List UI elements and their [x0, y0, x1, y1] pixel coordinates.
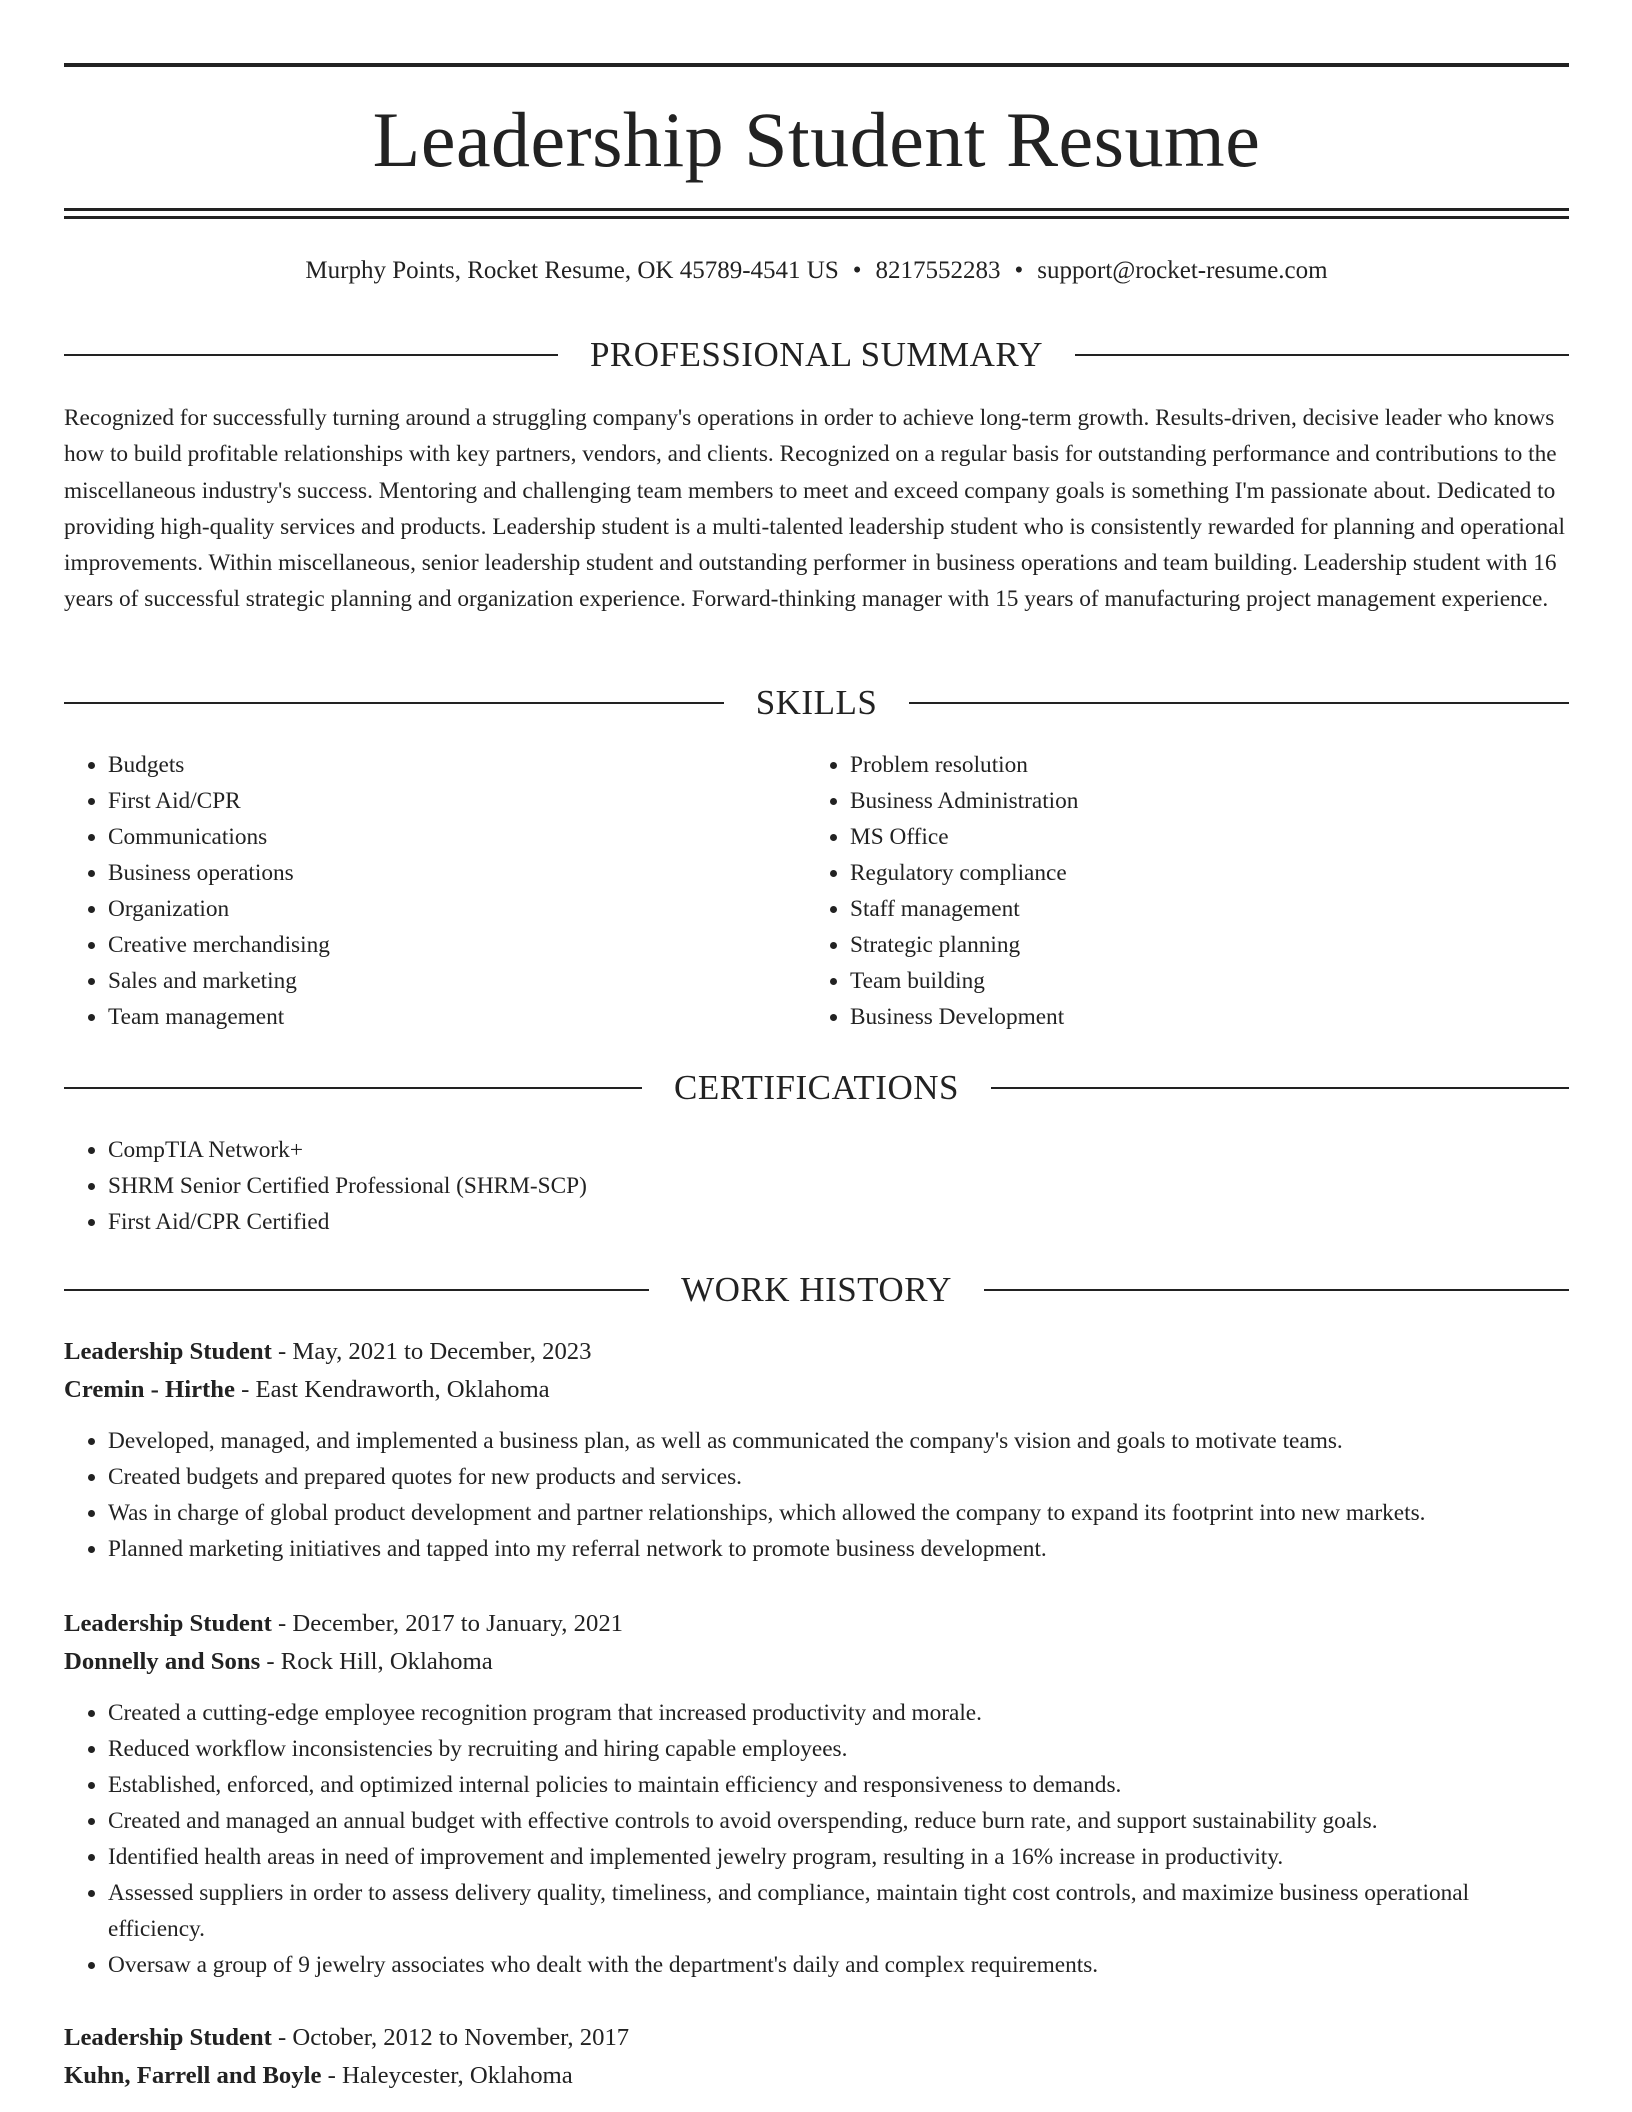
summary-paragraph: Recognized for successfully turning around a struggling company's operations in order to achieve long-term growth. Results-driven, decisive leader who knows how to build profitable relationships with key partners, vendors, and clients. Recognized on a regular basis for outstanding performance and contributions to the miscellaneous industry's success. Mentoring and challenging team members to meet and exceed company goals is something I'm passionate about. Dedicated to providing high-quality services and products. Leadership student is a multi-talented leadership student who is consistently rewarded for planning and operational improvements. Within miscellaneous, senior leadership student and outstanding performer in business operations and team building. Leadership student with 16 years of successful strategic planning and organization experience. Forward-thinking manager with 15 years of manufacturing project management experience.	[64, 405, 1565, 613]
certifications-list	[64, 1132, 1569, 1240]
skill-item: • MS Office	[850, 819, 1506, 855]
contact-line	[64, 255, 1569, 287]
heading-rule	[64, 354, 558, 356]
job-title-line: Leadership Student - December, 2017 to January, 2021	[64, 1610, 624, 1637]
job-bullet: • Was in charge of global product development and partner relationships, which allowed the company to expand its footprint into new markets.	[108, 1495, 1569, 1531]
skill-item: • Strategic planning	[850, 927, 1506, 963]
certification-item: • SHRM Senior Certified Professional (SHRM-SCP)	[108, 1168, 1569, 1204]
job-bullet: • Established, enforced, and optimized internal policies to maintain efficiency and responsiveness to demands.	[108, 1767, 1569, 1803]
certification-item: • First Aid/CPR Certified	[108, 1204, 1569, 1240]
skill-item: • Business operations	[108, 855, 764, 891]
resume-title: Leadership Student Resume	[372, 96, 1261, 183]
skill-item: • Regulatory compliance	[850, 855, 1506, 891]
work-history-section-heading	[64, 1270, 1569, 1310]
skill-item: • Problem resolution	[850, 747, 1506, 783]
job-company-line: Donnelly and Sons - Rock Hill, Oklahoma	[64, 1648, 493, 1675]
certifications-heading-label: CERTIFICATIONS	[674, 1068, 959, 1107]
job-bullet: • Reduced workflow inconsistencies by recruiting and hiring capable employees.	[108, 1731, 1569, 1767]
summary-section-heading	[64, 335, 1569, 375]
contact-phone: 8217552283	[875, 257, 1001, 284]
heading-rule	[1075, 354, 1569, 356]
job-location: Rock Hill, Oklahoma	[280, 1648, 493, 1675]
contact-separator: •	[852, 257, 862, 284]
job-title: Leadership Student	[64, 1610, 272, 1637]
job-bullet: • Created a cutting-edge employee recognition program that increased productivity and morale.	[108, 1695, 1569, 1731]
heading-rule	[909, 702, 1569, 704]
skills-left-column	[64, 747, 764, 1035]
skills-section-heading	[64, 683, 1569, 723]
skill-item: • Creative merchandising	[108, 927, 764, 963]
heading-rule	[64, 1289, 649, 1291]
job-company: Donnelly and Sons	[64, 1648, 261, 1675]
job-title: Leadership Student	[64, 2024, 272, 2051]
contact-separator: •	[1014, 257, 1024, 284]
job-dates: October, 2012 to November, 2017	[292, 2024, 630, 2051]
skill-item: • Organization	[108, 891, 764, 927]
heading-rule	[64, 1087, 642, 1089]
job-entry	[64, 1605, 1569, 1983]
skill-item: • Team building	[850, 963, 1506, 999]
job-bullet: • Oversaw a group of 9 jewelry associates who dealt with the department's daily and complex requirements.	[108, 1947, 1569, 1983]
certification-item: • CompTIA Network+	[108, 1132, 1569, 1168]
job-company-line: Cremin - Hirthe - East Kendraworth, Oklahoma	[64, 1376, 550, 1403]
heading-rule	[984, 1289, 1569, 1291]
job-entry	[64, 2019, 1569, 2095]
job-dates: May, 2021 to December, 2023	[292, 1338, 592, 1365]
skill-item: • Sales and marketing	[108, 963, 764, 999]
job-location: East Kendraworth, Oklahoma	[255, 1376, 550, 1403]
skill-item: • Budgets	[108, 747, 764, 783]
job-location: Haleycester, Oklahoma	[342, 2062, 573, 2089]
skills-right-column	[806, 747, 1506, 1035]
job-dates: December, 2017 to January, 2021	[292, 1610, 624, 1637]
job-bullet: • Planned marketing initiatives and tapped into my referral network to promote business development.	[108, 1531, 1569, 1567]
job-bullet: • Created budgets and prepared quotes for new products and services.	[108, 1459, 1569, 1495]
job-title-line: Leadership Student - May, 2021 to December, 2023	[64, 1338, 592, 1365]
job-bullet: • Created and managed an annual budget with effective controls to avoid overspending, reduce burn rate, and support sustainability goals.	[108, 1803, 1569, 1839]
work-history-heading-label: WORK HISTORY	[681, 1270, 952, 1309]
title-rule-upper	[64, 208, 1569, 211]
skill-item: • First Aid/CPR	[108, 783, 764, 819]
contact-address: Murphy Points, Rocket Resume, OK 45789-4541 US	[305, 257, 839, 284]
heading-rule	[64, 702, 724, 704]
certifications-section-heading	[64, 1068, 1569, 1108]
top-rule	[64, 63, 1569, 67]
job-entry	[64, 1333, 1569, 1567]
skill-item: • Team management	[108, 999, 764, 1035]
job-company: Cremin - Hirthe	[64, 1376, 235, 1403]
job-bullet: • Developed, managed, and implemented a business plan, as well as communicated the company's vision and goals to motivate teams.	[108, 1423, 1569, 1459]
job-title: Leadership Student	[64, 1338, 272, 1365]
job-bullet: • Identified health areas in need of improvement and implemented jewelry program, resulting in a 16% increase in productivity.	[108, 1839, 1569, 1875]
skills-heading-label: SKILLS	[755, 683, 878, 722]
heading-rule	[991, 1087, 1569, 1089]
skill-item: • Business Administration	[850, 783, 1506, 819]
title-rule-lower	[64, 216, 1569, 219]
job-company: Kuhn, Farrell and Boyle	[64, 2062, 322, 2089]
job-title-line: Leadership Student - October, 2012 to November, 2017	[64, 2024, 630, 2051]
skill-item: • Communications	[108, 819, 764, 855]
job-bullet: • Assessed suppliers in order to assess delivery quality, timeliness, and compliance, maintain tight cost controls, and maximize business operational efficiency.	[108, 1875, 1569, 1947]
skill-item: • Business Development	[850, 999, 1506, 1035]
skill-item: • Staff management	[850, 891, 1506, 927]
summary-heading-label: PROFESSIONAL SUMMARY	[589, 335, 1044, 374]
contact-email: support@rocket-resume.com	[1037, 257, 1328, 284]
job-company-line: Kuhn, Farrell and Boyle - Haleycester, Oklahoma	[64, 2062, 573, 2089]
